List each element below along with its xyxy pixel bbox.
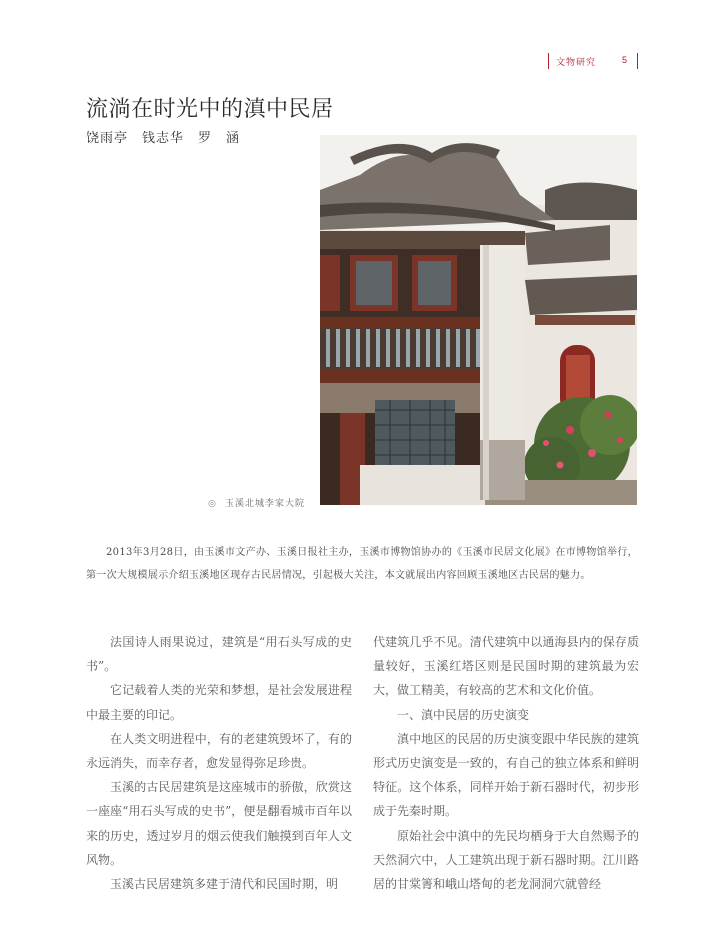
abstract <box>86 541 638 587</box>
paragraph: 玉溪古民居建筑多建于清代和民国时期，明 <box>110 877 339 892</box>
caption-text: 玉溪北城李家大院 <box>225 499 306 509</box>
abstract-text: 2013年3月28日，由玉溪市文产办、玉溪日报社主办，玉溪市博物馆协办的《玉溪市民居文化展》在市博物馆举行，第一次大规模展示介绍玉溪地区现存古民居情况，引起极大关注，本文就展出内容回顾玉溪地区古民居的魅力。 <box>86 547 638 581</box>
caption-bullet-icon: ◎ <box>208 499 217 509</box>
header-divider-right <box>637 53 638 69</box>
article-title: 流淌在时光中的滇中民居 <box>86 97 334 122</box>
page-number: 5 <box>622 55 628 65</box>
running-head: 文物研究 <box>556 58 597 68</box>
paragraph: 代建筑几乎不见。清代建筑中以通海县内的保存质量较好，玉溪红塔区则是民国时期的建筑最为宏大，做工精美，有较高的艺术和文化价值。 <box>373 635 639 698</box>
section-heading: 一、滇中民居的历史演变 <box>397 707 530 722</box>
courtyard-photo <box>320 135 637 505</box>
paragraph: 原始社会中滇中的先民均栖身于大自然赐予的天然洞穴中，人工建筑出现于新石器时期。江川路居的甘棠箐和峨山塔甸的老龙洞洞穴就曾经 <box>373 828 639 892</box>
photo-caption <box>208 496 305 509</box>
header-divider-left <box>548 53 549 69</box>
article-authors: 饶雨亭 钱志华 罗 涵 <box>86 131 241 146</box>
paragraph: 玉溪的古民居建筑是这座城市的骄傲，欣赏这一座座“用石头写成的史书”，便是翻看城市百年以来的历史，透过岁月的烟云使我们触摸到百年人文风物。 <box>86 780 352 867</box>
paragraph: 在人类文明进程中，有的老建筑毁坏了，有的永远消失，而幸存者，愈发显得弥足珍贵。 <box>86 731 352 771</box>
paragraph: 滇中地区的民居的历史演变跟中华民族的建筑形式历史演变是一致的，有自己的独立体系和鲜明特征。这个体系，同样开始于新石器时代，初步形成于先秦时期。 <box>373 731 639 819</box>
paragraph: 它记载着人类的光荣和梦想，是社会发展进程中最主要的印记。 <box>86 683 352 722</box>
paragraph: 法国诗人雨果说过，建筑是“用石头写成的史书”。 <box>86 635 352 674</box>
body-column-left <box>86 630 352 896</box>
body-column-right <box>373 630 639 896</box>
